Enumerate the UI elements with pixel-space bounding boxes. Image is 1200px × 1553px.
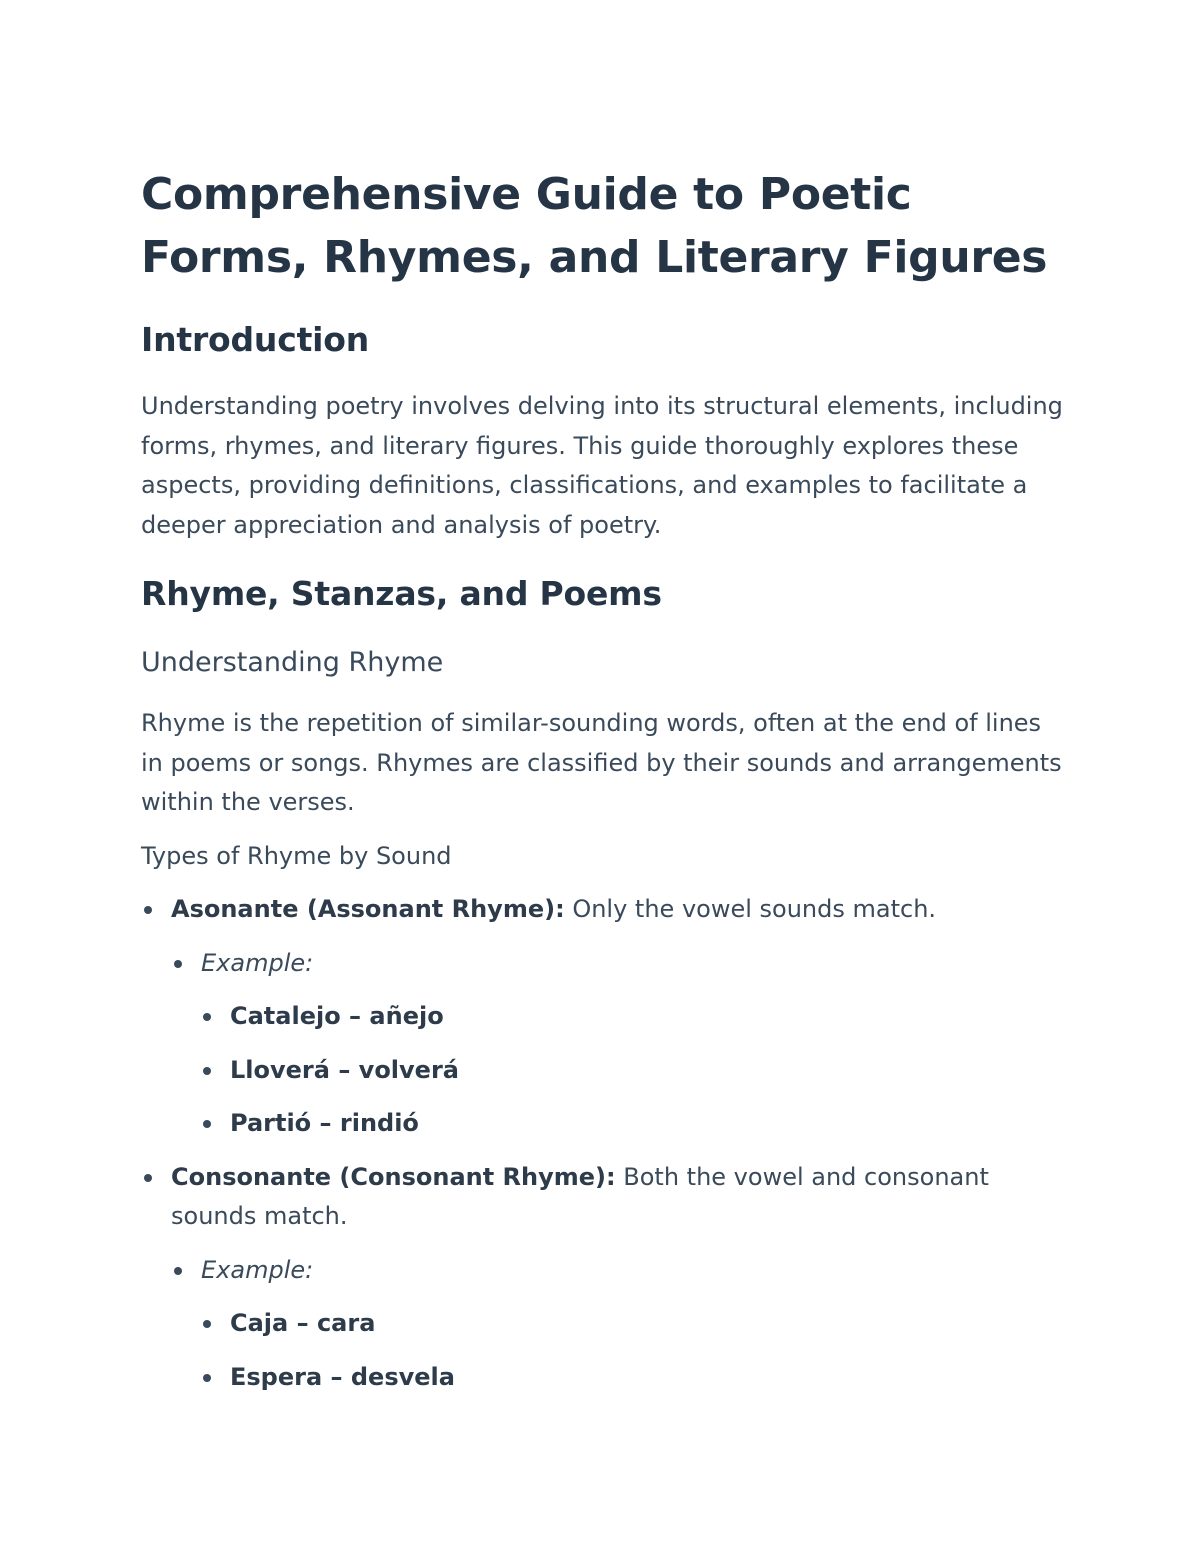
rhyme-paragraph: Rhyme is the repetition of similar-sounding words, often at the end of lines in poems or songs. Rhymes are classified by their sounds and arrangements within the verses. xyxy=(141,709,1062,816)
list-item-example xyxy=(141,1104,1066,1144)
bullet-icon xyxy=(144,906,152,914)
description-consonante: Both the vowel and consonant sounds match. xyxy=(171,1162,989,1230)
list-item-example xyxy=(141,1358,1066,1398)
introduction-paragraph: Understanding poetry involves delving into its structural elements, including forms, rhymes, and literary figures. This guide thoroughly explores these aspects, providing definitions, classifications, and examples to facilitate a deeper appreciation and analysis of poetry. xyxy=(141,392,1063,539)
bullet-icon xyxy=(203,1374,211,1382)
term-asonante: Asonante (Assonant Rhyme): xyxy=(171,895,565,923)
list-item-consonante xyxy=(141,1158,991,1237)
example-label: Example: xyxy=(201,948,314,977)
bullet-icon xyxy=(203,1320,211,1328)
example-pair: Caja – cara xyxy=(230,1309,376,1337)
document-title: Comprehensive Guide to Poetic Forms, Rhymes, and Literary Figures xyxy=(141,169,1048,283)
rhyme-types-list xyxy=(141,890,1066,1397)
list-item-example-label xyxy=(141,944,1066,984)
introduction-heading: Introduction xyxy=(141,320,370,359)
bullet-icon xyxy=(203,1067,211,1075)
list-item-example xyxy=(141,997,1066,1037)
bullet-icon xyxy=(203,1013,211,1021)
bullet-icon xyxy=(203,1120,211,1128)
rhyme-section-heading: Rhyme, Stanzas, and Poems xyxy=(141,574,662,613)
types-of-rhyme-heading: Types of Rhyme by Sound xyxy=(141,842,452,870)
list-item-example xyxy=(141,1304,1066,1344)
list-item-example-label xyxy=(141,1251,1066,1291)
example-label: Example: xyxy=(201,1255,314,1284)
list-item-asonante xyxy=(141,890,1066,930)
bullet-icon xyxy=(174,960,182,968)
bullet-icon xyxy=(174,1267,182,1275)
term-consonante: Consonante (Consonant Rhyme): xyxy=(171,1162,616,1191)
example-pair: Espera – desvela xyxy=(230,1362,455,1391)
example-pair: Catalejo – añejo xyxy=(230,1002,444,1030)
description-asonante: Only the vowel sounds match. xyxy=(572,895,937,923)
bullet-icon xyxy=(144,1174,152,1182)
understanding-rhyme-heading: Understanding Rhyme xyxy=(141,647,444,678)
example-pair: Lloverá – volverá xyxy=(230,1055,459,1084)
example-pair: Partió – rindió xyxy=(230,1109,419,1137)
list-item-example xyxy=(141,1051,1066,1091)
